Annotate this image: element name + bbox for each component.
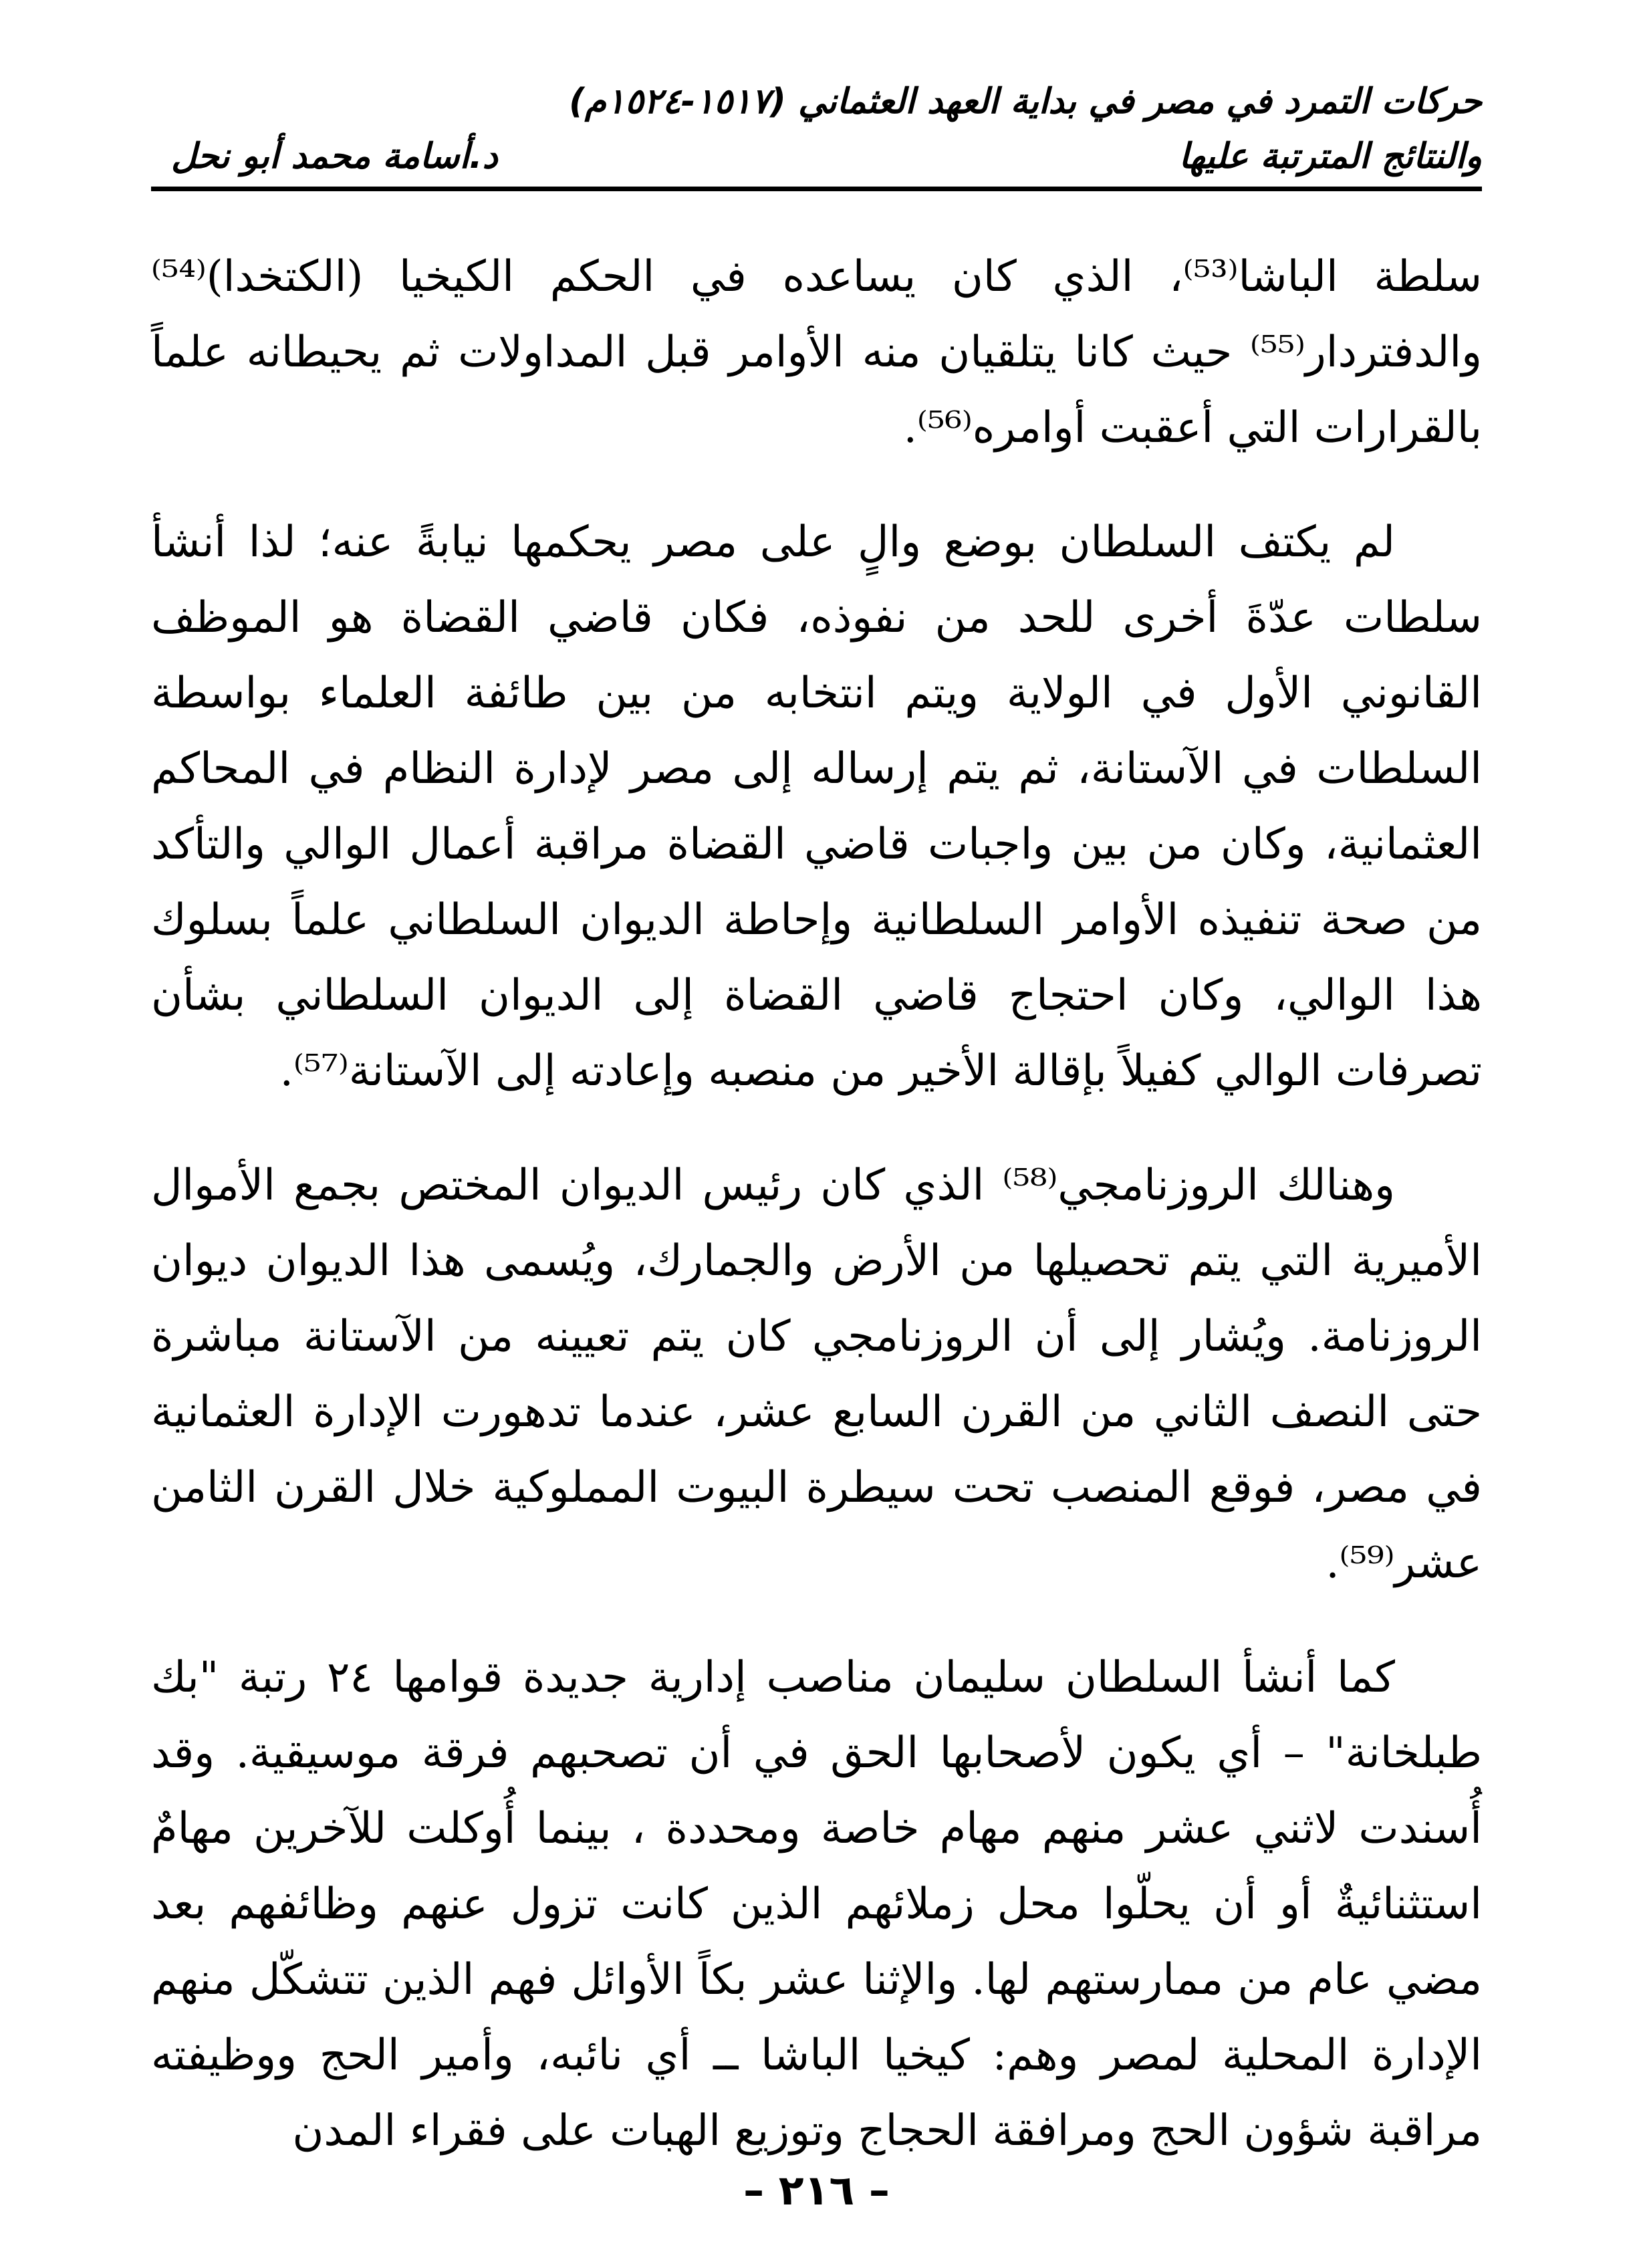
header-author: د.أسامة محمد أبو نحل: [171, 136, 498, 177]
header-title-line-1: حركات التمرد في مصر في بداية العهد العثماني (١٥١٧-١٥٢٤م): [569, 82, 1482, 122]
paragraph-4: كما أنشأ السلطان سليمان مناصب إدارية جديدة قوامها ٢٤ رتبة "بك طبلخانة" – أي يكون لأصحابها الحق في أن تصحبهم فرقة موسيقية. وقد أُسندت لاثني عشر منهم مهام خاصة ومحددة ، بينما أُوكلت للآخرين مهامٌ استثنائيةٌ أو أن يحلّوا محل زملائهم الذين كانت تزول عنهم وظائفهم بعد مضي عام من ممارستهم لها. والإثنا عشر بكاً الأوائل فهم الذين تتشكّل منهم الإدارة المحلية لمصر وهم: كيخيا الباشا ــ أي نائبه، وأمير الحج ووظيفته مراقبة شؤون الحج ومرافقة الحجاج وتوزيع الهبات على فقراء المدن: [151, 1653, 1483, 2156]
header-title-line-2: والنتائج المترتبة عليها: [1178, 136, 1482, 177]
page-number: – ٢١٦ –: [743, 2166, 890, 2215]
paragraph-3: وهنالك الروزنامجي⁽⁵⁸⁾ الذي كان رئيس الديوان المختص بجمع الأموال الأميرية التي يتم تحصيلها من الأرض والجمارك، ويُسمى هذا الديوان ديوان الروزنامة. ويُشار إلى أن الروزنامجي كان يتم تعيينه من الآستانة مباشرة حتى النصف الثاني من القرن السابع عشر، عندما تدهورت الإدارة العثمانية في مصر، فوقع المنصب تحت سيطرة البيوت المملوكية خلال القرن الثامن عشر⁽⁵⁹⁾.: [151, 1161, 1483, 1588]
body-text: [151, 239, 1482, 2208]
paragraph-1: سلطة الباشا⁽⁵³⁾، الذي كان يساعده في الحكم الكيخيا (الكتخدا)⁽⁵⁴⁾ والدفتردار⁽⁵⁵⁾ حيث كانا يتلقيان منه الأوامر قبل المداولات ثم يحيطانه علماً بالقرارات التي أعقبت أوامره⁽⁵⁶⁾.: [151, 252, 1482, 453]
paragraph-2: لم يكتف السلطان بوضع والٍ على مصر يحكمها نيابةً عنه؛ لذا أنشأ سلطات عدّةَ أخرى للحد من نفوذه، فكان قاضي القضاة هو الموظف القانوني الأول في الولاية ويتم انتخابه من بين طائفة العلماء بواسطة السلطات في الآستانة، ثم يتم إرساله إلى مصر لإدارة النظام في المحاكم العثمانية، وكان من بين واجبات قاضي القضاة مراقبة أعمال الوالي والتأكد من صحة تنفيذه الأوامر السلطانية وإحاطة الديوان السلطاني علماً بسلوك هذا الوالي، وكان احتجاج قاضي القضاة إلى الديوان السلطاني بشأن تصرفات الوالي كفيلاً بإقالة الأخير من منصبه وإعادته إلى الآستانة⁽⁵⁷⁾.: [151, 518, 1483, 1096]
running-header: [151, 64, 1482, 191]
header-divider: [151, 187, 1482, 191]
